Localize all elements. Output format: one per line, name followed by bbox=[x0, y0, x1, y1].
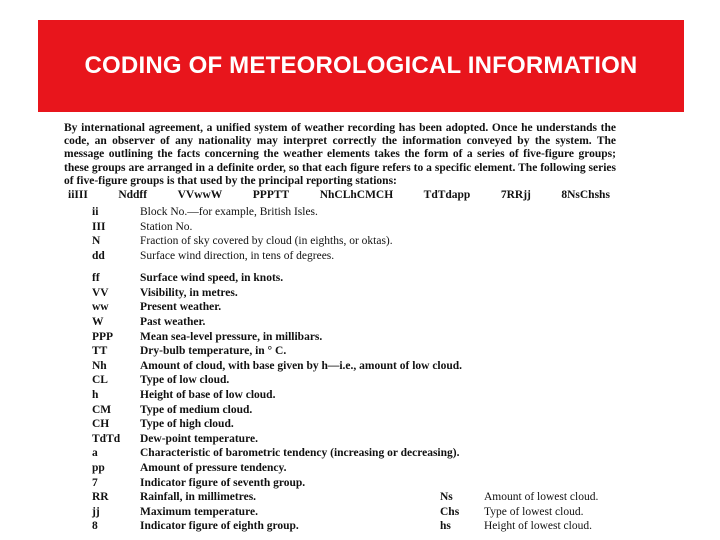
code-description: Type of high cloud. bbox=[140, 418, 234, 431]
code-symbol-secondary: hs bbox=[440, 520, 451, 533]
intro-paragraph: By international agreement, a unified system of weather recording has been adopted. Once he understands the code, an observer of any nationality may interpret correctly the information conveyed by the system. The message outlining the facts concerning the weather elements takes the form of a series of five-figure groups; these groups are arranged in a definite order, so that each figure refers to a specific element. The following series of five-figure groups is that used by the principal reporting stations: bbox=[64, 122, 616, 187]
definition-row bbox=[92, 249, 616, 264]
code-symbol: CM bbox=[92, 403, 112, 416]
definition-row bbox=[92, 418, 616, 433]
code-description: Rainfall, in millimetres. bbox=[140, 491, 257, 504]
definition-row bbox=[92, 234, 616, 249]
definition-row bbox=[92, 359, 616, 374]
code-symbol-secondary: Ns bbox=[440, 491, 453, 504]
definition-row bbox=[92, 520, 616, 535]
code-symbol: W bbox=[92, 316, 104, 329]
code-description: Characteristic of barometric tendency (increasing or decreasing). bbox=[140, 447, 460, 460]
code-description: Dry-bulb temperature, in ° C. bbox=[140, 345, 287, 358]
code-description: Present weather. bbox=[140, 301, 222, 314]
code-symbol: CL bbox=[92, 374, 108, 387]
code-description: Amount of cloud, with base given by h—i.e., amount of low cloud. bbox=[140, 359, 463, 372]
definition-row bbox=[92, 301, 616, 316]
definition-row bbox=[92, 220, 616, 235]
code-description: Visibility, in metres. bbox=[140, 286, 238, 299]
spacer bbox=[64, 264, 616, 272]
code-description-secondary: Height of lowest cloud. bbox=[484, 520, 592, 533]
code-symbol: ff bbox=[92, 272, 100, 285]
definition-row bbox=[92, 403, 616, 418]
code-symbol: h bbox=[92, 389, 99, 402]
definition-row bbox=[92, 330, 616, 345]
definition-row bbox=[92, 388, 616, 403]
definition-list-b bbox=[92, 272, 616, 491]
code-group: iiIII bbox=[68, 189, 88, 202]
code-group: TdTdapp bbox=[423, 189, 471, 202]
code-description: Type of medium cloud. bbox=[140, 403, 253, 416]
code-symbol: TdTd bbox=[92, 432, 121, 445]
code-symbol: dd bbox=[92, 249, 105, 262]
code-description: Amount of pressure tendency. bbox=[140, 462, 287, 474]
definition-row bbox=[92, 374, 616, 389]
definition-list-a bbox=[92, 205, 616, 263]
definition-list-c bbox=[92, 491, 616, 535]
code-group: NhCLhCMCH bbox=[319, 189, 394, 202]
code-group: PPPTT bbox=[252, 189, 290, 202]
code-symbol: N bbox=[92, 235, 101, 248]
definition-row bbox=[92, 447, 616, 462]
code-group: 7RRjj bbox=[500, 189, 531, 202]
code-description: Mean sea-level pressure, in millibars. bbox=[140, 330, 323, 343]
title-banner bbox=[38, 20, 684, 112]
definition-row bbox=[92, 272, 616, 287]
definition-row bbox=[92, 432, 616, 447]
code-description: Dew-point temperature. bbox=[140, 432, 258, 445]
code-symbol: ww bbox=[92, 301, 109, 314]
code-description-secondary: Amount of lowest cloud. bbox=[484, 491, 599, 504]
code-groups bbox=[68, 189, 610, 202]
code-description-secondary: Type of lowest cloud. bbox=[484, 505, 584, 518]
code-symbol: pp bbox=[92, 462, 105, 474]
code-symbol: Nh bbox=[92, 359, 107, 372]
code-symbol-secondary: Chs bbox=[440, 505, 460, 518]
code-symbol: CH bbox=[92, 418, 110, 431]
code-group: VVwwW bbox=[177, 189, 223, 202]
definition-row bbox=[92, 476, 616, 491]
code-description: Maximum temperature. bbox=[140, 505, 258, 518]
code-description: Indicator figure of eighth group. bbox=[140, 520, 299, 533]
code-symbol: RR bbox=[92, 491, 109, 504]
code-symbol: 7 bbox=[92, 476, 98, 489]
definition-row bbox=[92, 286, 616, 301]
code-symbol: III bbox=[92, 220, 106, 233]
definition-row bbox=[92, 315, 616, 330]
definition-row bbox=[92, 461, 616, 476]
code-symbol: TT bbox=[92, 345, 108, 358]
definition-row bbox=[92, 491, 616, 506]
code-symbol: 8 bbox=[92, 520, 98, 533]
code-group: 8NsChshs bbox=[561, 189, 610, 202]
definition-row bbox=[92, 345, 616, 360]
code-description: Fraction of sky covered by cloud (in eighths, or oktas). bbox=[140, 235, 393, 248]
code-description: Past weather. bbox=[140, 316, 206, 329]
code-description: Block No.—for example, British Isles. bbox=[140, 205, 318, 218]
definition-row bbox=[92, 205, 616, 220]
code-description: Indicator figure of seventh group. bbox=[140, 476, 306, 489]
code-symbol: VV bbox=[92, 286, 109, 299]
code-group: Nddff bbox=[118, 189, 148, 202]
code-description: Type of low cloud. bbox=[140, 374, 230, 387]
document-body bbox=[64, 122, 616, 534]
slide-title: CODING OF METEOROLOGICAL INFORMATION bbox=[84, 52, 638, 79]
code-description: Station No. bbox=[140, 220, 193, 233]
code-symbol: ii bbox=[92, 205, 99, 218]
code-symbol: PPP bbox=[92, 330, 114, 343]
definition-row bbox=[92, 505, 616, 520]
code-symbol: jj bbox=[92, 505, 100, 518]
code-description: Surface wind speed, in knots. bbox=[140, 272, 284, 285]
code-symbol: a bbox=[92, 447, 98, 460]
code-description: Surface wind direction, in tens of degrees. bbox=[140, 249, 335, 262]
code-description: Height of base of low cloud. bbox=[140, 389, 276, 402]
